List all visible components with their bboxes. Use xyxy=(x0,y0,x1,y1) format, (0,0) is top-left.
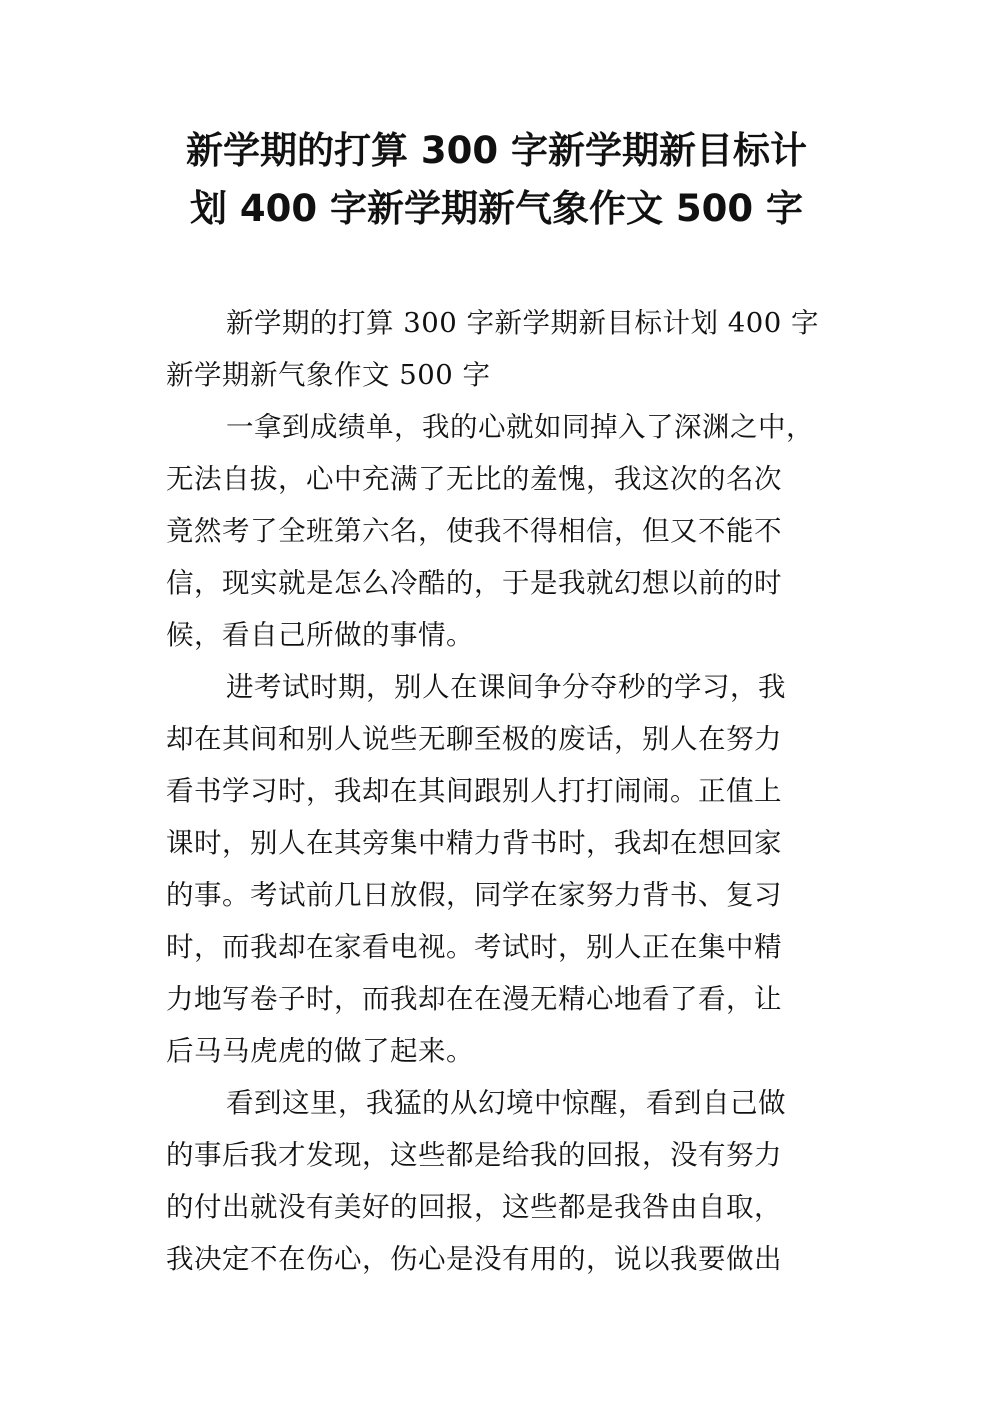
text-line: 的事后我才发现，这些都是给我的回报，没有努力 xyxy=(166,1139,782,1171)
text-line: 新学期新气象作文 500 字 xyxy=(166,359,491,391)
paragraph-subtitle xyxy=(166,297,836,401)
text-line: 时，而我却在家看电视。考试时，别人正在集中精 xyxy=(166,931,782,963)
text-line: 信，现实就是怎么冷酷的，于是我就幻想以前的时 xyxy=(166,567,782,599)
text-line: 进考试时期，别人在课间争分夺秒的学习，我 xyxy=(226,671,786,703)
text-line: 却在其间和别人说些无聊至极的废话，别人在努力 xyxy=(166,723,782,755)
document-title xyxy=(0,122,993,238)
text-line: 无法自拔，心中充满了无比的羞愧，我这次的名次 xyxy=(166,463,782,495)
text-line: 力地写卷子时，而我却在在漫无精心地看了看，让 xyxy=(166,983,782,1015)
text-line: 我决定不在伤心，伤心是没有用的，说以我要做出 xyxy=(166,1243,782,1275)
paragraph xyxy=(166,1077,836,1285)
paragraph xyxy=(166,401,836,661)
paragraph xyxy=(166,661,836,1077)
text-line: 一拿到成绩单，我的心就如同掉入了深渊之中， xyxy=(226,411,814,443)
text-line: 后马马虎虎的做了起来。 xyxy=(166,1035,474,1067)
text-line: 的付出就没有美好的回报，这些都是我咎由自取， xyxy=(166,1191,782,1223)
title-line: 新学期的打算 300 字新学期新目标计 xyxy=(186,129,807,172)
text-line: 新学期的打算 300 字新学期新目标计划 400 字 xyxy=(226,307,819,339)
text-line: 候，看自己所做的事情。 xyxy=(166,619,474,651)
text-line: 看到这里，我猛的从幻境中惊醒，看到自己做 xyxy=(226,1087,786,1119)
text-line: 的事。考试前几日放假，同学在家努力背书、复习 xyxy=(166,879,782,911)
text-line: 竟然考了全班第六名，使我不得相信，但又不能不 xyxy=(166,515,782,547)
text-line: 课时，别人在其旁集中精力背书时，我却在想回家 xyxy=(166,827,782,859)
title-line: 划 400 字新学期新气象作文 500 字 xyxy=(190,187,803,230)
text-line: 看书学习时，我却在其间跟别人打打闹闹。正值上 xyxy=(166,775,782,807)
document-body xyxy=(166,297,836,1285)
